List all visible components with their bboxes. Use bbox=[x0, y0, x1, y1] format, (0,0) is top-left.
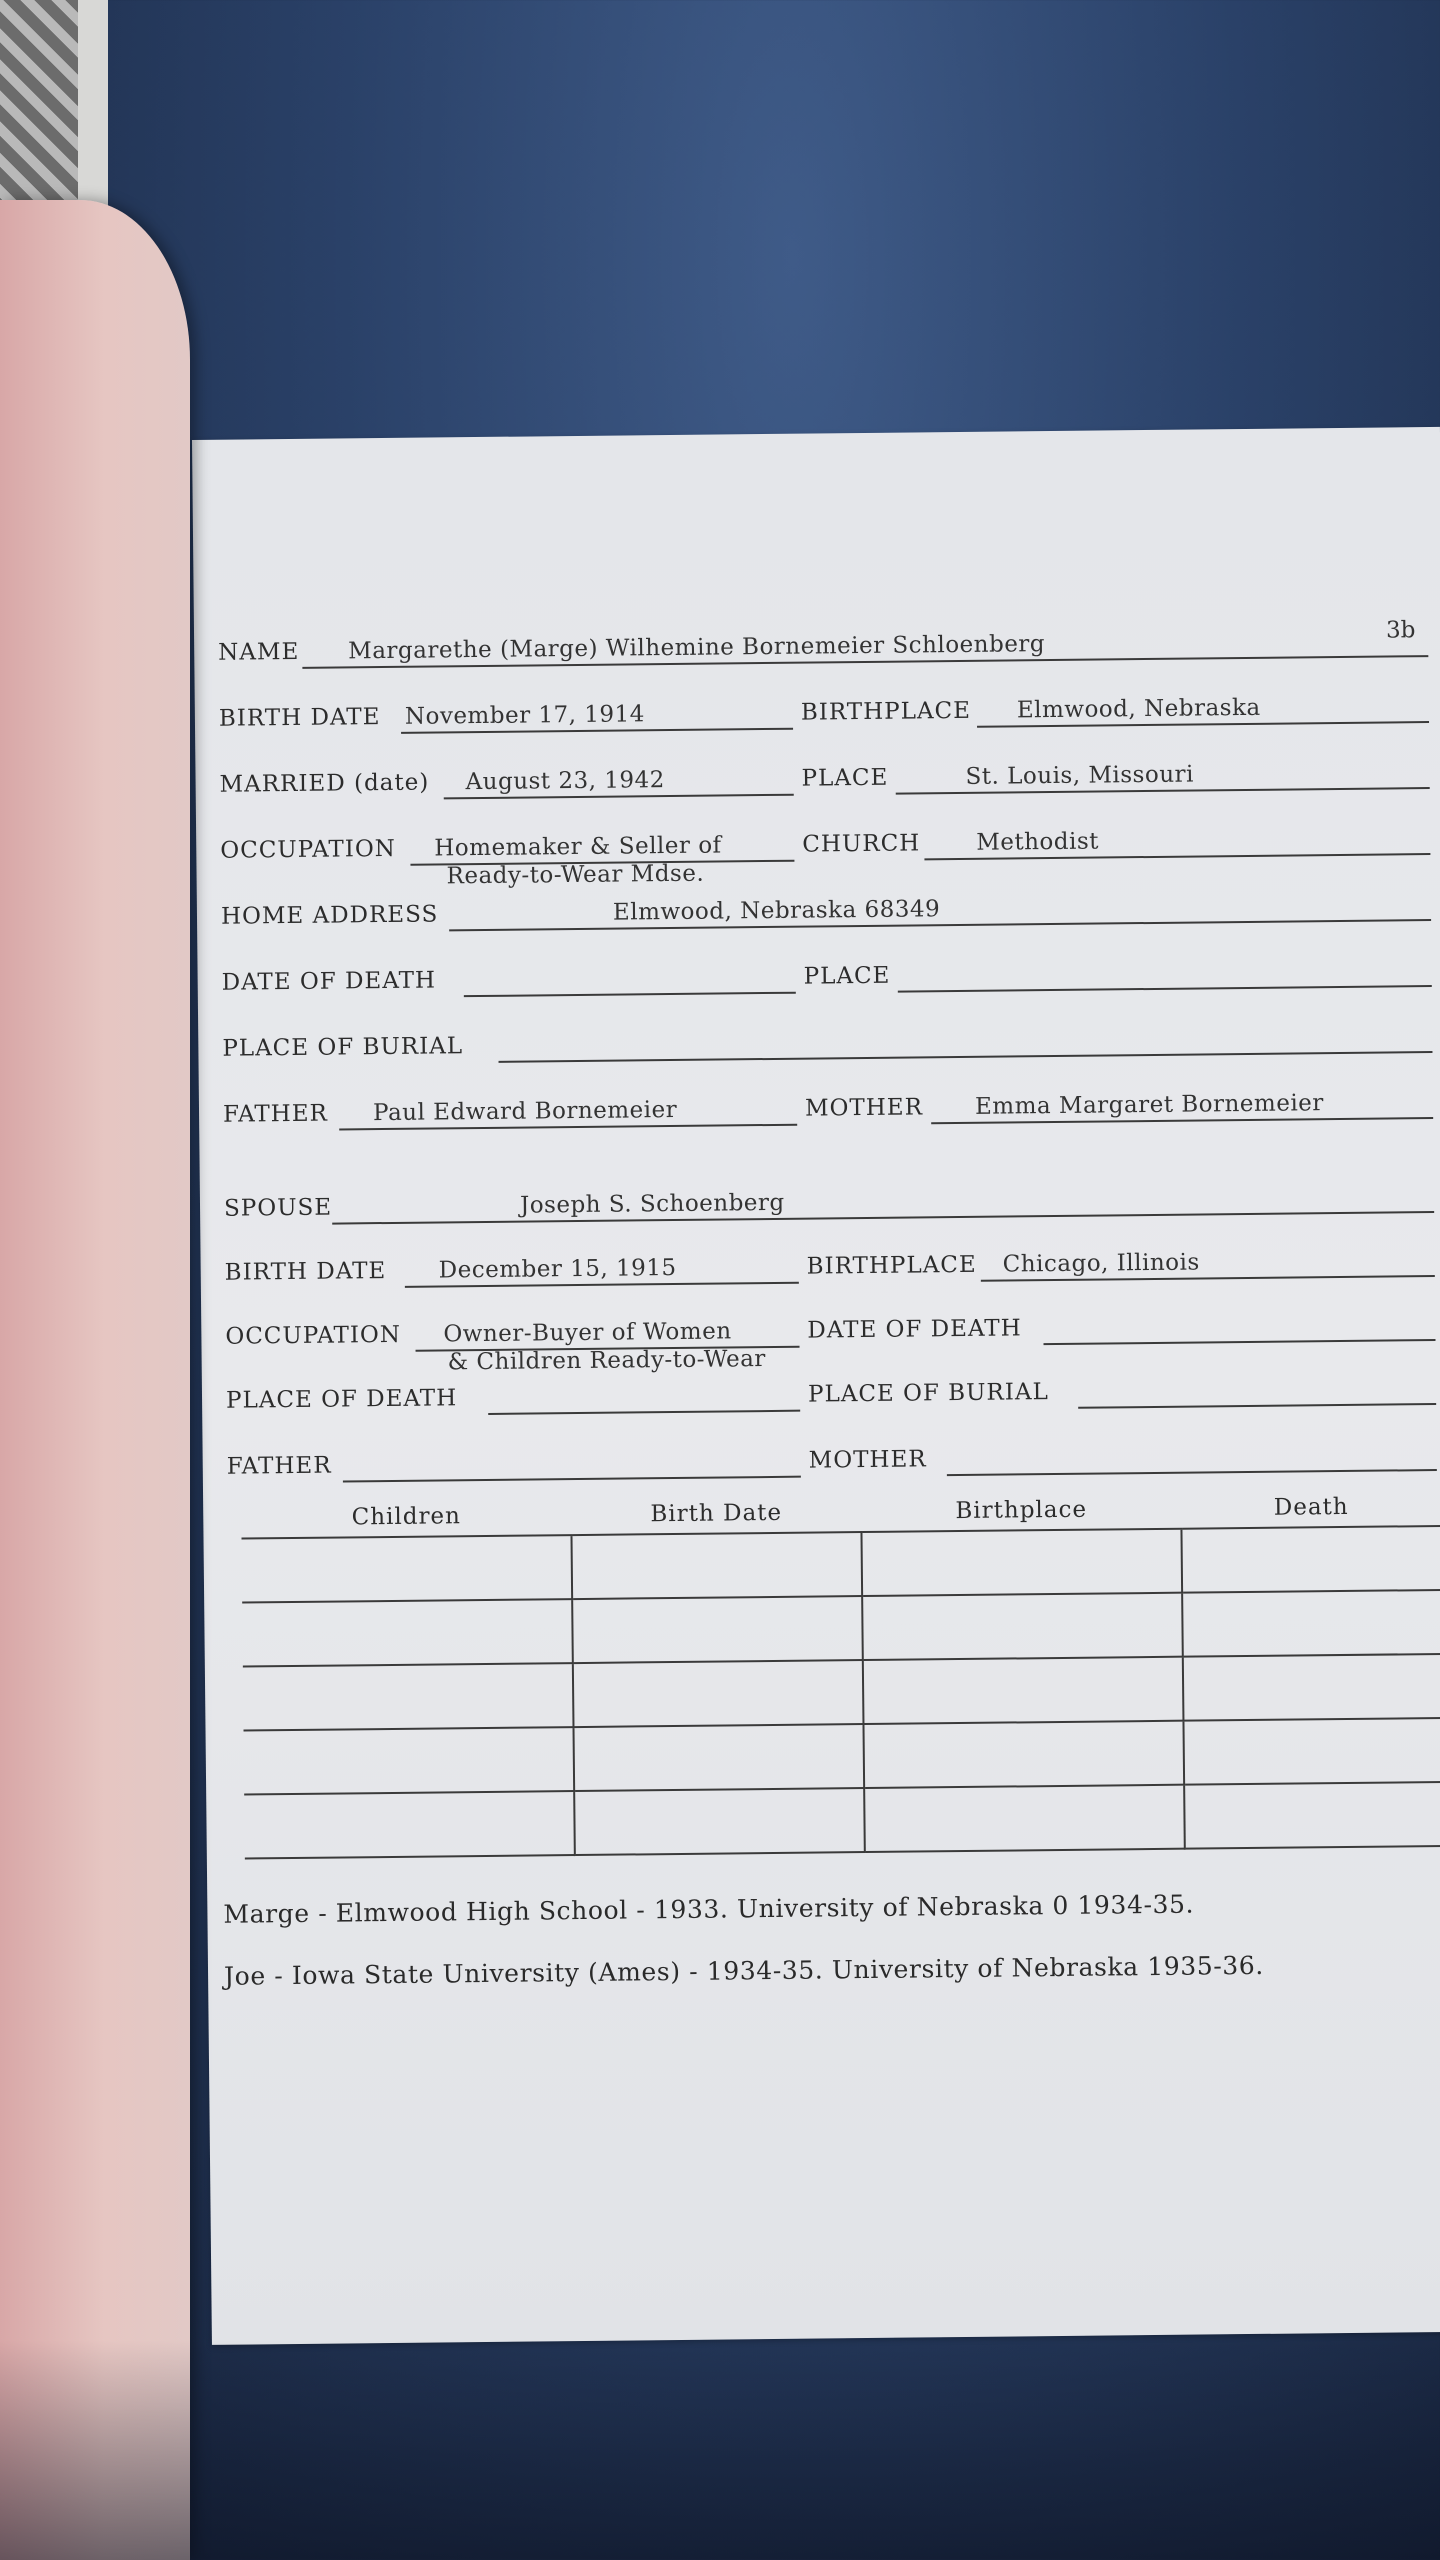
table-cell bbox=[571, 1532, 862, 1599]
spouse-birthplace-value: Chicago, Illinois bbox=[1002, 1249, 1200, 1278]
spouse-line bbox=[332, 1211, 1434, 1225]
spouse-place-of-death-label: PLACE OF DEATH bbox=[225, 1385, 458, 1414]
spouse-place-of-death-line bbox=[488, 1410, 800, 1415]
married-place-value: St. Louis, Missouri bbox=[965, 761, 1195, 790]
spouse-birth-date-label: BIRTH DATE bbox=[224, 1258, 387, 1286]
table-cell bbox=[574, 1788, 865, 1855]
record-page bbox=[192, 427, 1440, 2345]
name-label: NAME bbox=[218, 638, 300, 666]
death-place-label: PLACE bbox=[803, 962, 891, 990]
table-cell bbox=[1182, 1590, 1440, 1657]
pink-facing-page bbox=[0, 200, 190, 2560]
birthplace-header: Birthplace bbox=[861, 1496, 1181, 1532]
table-cell bbox=[243, 1663, 574, 1730]
church-value: Methodist bbox=[976, 828, 1100, 856]
family-record-form bbox=[218, 617, 1428, 1991]
spouse-value: Joseph S. Schoenberg bbox=[519, 1189, 785, 1219]
home-address-value: Elmwood, Nebraska 68349 bbox=[612, 896, 941, 926]
occupation-label: OCCUPATION bbox=[220, 835, 396, 864]
table-cell bbox=[242, 1599, 573, 1666]
mother-label: MOTHER bbox=[804, 1094, 924, 1122]
spouse-occupation-value-line1: Owner-Buyer of Women bbox=[443, 1318, 732, 1348]
table-cell bbox=[573, 1724, 864, 1791]
married-label: MARRIED (date) bbox=[219, 769, 430, 798]
spouse-label: SPOUSE bbox=[223, 1194, 333, 1222]
spouse-date-of-death-line bbox=[1044, 1339, 1436, 1345]
death-header: Death bbox=[1181, 1493, 1440, 1529]
date-of-death-label: DATE OF DEATH bbox=[221, 967, 437, 996]
table-cell bbox=[861, 1529, 1182, 1596]
spouse-mother-label: MOTHER bbox=[808, 1446, 927, 1474]
place-of-burial-label: PLACE OF BURIAL bbox=[222, 1033, 464, 1062]
background-shadow bbox=[0, 2340, 1440, 2560]
married-place-label: PLACE bbox=[801, 764, 889, 792]
married-date-value: August 23, 1942 bbox=[465, 767, 665, 796]
table-cell bbox=[572, 1596, 863, 1663]
name-value: Margarethe (Marge) Wilhemine Bornemeier Schloenberg bbox=[348, 631, 1046, 665]
father-label: FATHER bbox=[222, 1100, 329, 1128]
date-of-death-line bbox=[464, 992, 796, 997]
page-number: 3b bbox=[1385, 617, 1416, 644]
birth-date-header: Birth Date bbox=[571, 1499, 861, 1535]
children-table bbox=[241, 1493, 1440, 1860]
birth-date-label: BIRTH DATE bbox=[218, 704, 381, 732]
spouse-place-of-burial-label: PLACE OF BURIAL bbox=[807, 1379, 1049, 1408]
table-cell bbox=[1183, 1718, 1440, 1785]
note-marge: Marge - Elmwood High School - 1933. University of Nebraska 0 1934-35. bbox=[223, 1889, 1195, 1929]
note-joe: Joe - Iowa State University (Ames) - 1934-35. University of Nebraska 1935-36. bbox=[223, 1950, 1265, 1991]
birth-date-value: November 17, 1914 bbox=[404, 701, 645, 730]
table-cell bbox=[864, 1785, 1185, 1852]
spouse-birthplace-label: BIRTHPLACE bbox=[806, 1251, 977, 1280]
children-header: Children bbox=[241, 1502, 571, 1538]
spouse-mother-line bbox=[947, 1469, 1437, 1476]
table-cell bbox=[863, 1721, 1184, 1788]
spouse-father-line bbox=[343, 1476, 801, 1483]
death-place-line bbox=[898, 985, 1432, 993]
spouse-place-of-burial-line bbox=[1078, 1403, 1436, 1409]
table-cell bbox=[1181, 1526, 1440, 1593]
home-address-label: HOME ADDRESS bbox=[220, 901, 439, 930]
spouse-father-label: FATHER bbox=[226, 1452, 332, 1480]
mother-value: Emma Margaret Bornemeier bbox=[974, 1090, 1324, 1120]
occupation-value-line1: Homemaker & Seller of bbox=[434, 832, 722, 862]
place-of-burial-line bbox=[499, 1051, 1433, 1063]
church-label: CHURCH bbox=[802, 830, 921, 858]
table-cell bbox=[862, 1593, 1183, 1660]
table-cell bbox=[244, 1791, 575, 1858]
table-cell bbox=[1183, 1654, 1440, 1721]
spouse-date-of-death-label: DATE OF DEATH bbox=[807, 1315, 1022, 1344]
spouse-occupation-label: OCCUPATION bbox=[225, 1321, 402, 1350]
table-cell bbox=[1184, 1782, 1440, 1849]
birthplace-label: BIRTHPLACE bbox=[800, 697, 972, 726]
table-cell bbox=[244, 1727, 575, 1794]
birthplace-value: Elmwood, Nebraska bbox=[1016, 694, 1261, 724]
father-value: Paul Edward Bornemeier bbox=[372, 1096, 678, 1127]
spouse-birth-date-value: December 15, 1915 bbox=[438, 1254, 677, 1284]
table-cell bbox=[863, 1657, 1184, 1724]
spouse-occupation-value-line2: & Children Ready-to-Wear bbox=[447, 1346, 766, 1376]
occupation-value-line2: Ready-to-Wear Mdse. bbox=[446, 860, 705, 890]
table-cell bbox=[573, 1660, 864, 1727]
table-cell bbox=[242, 1535, 573, 1602]
table-row bbox=[244, 1782, 1440, 1859]
